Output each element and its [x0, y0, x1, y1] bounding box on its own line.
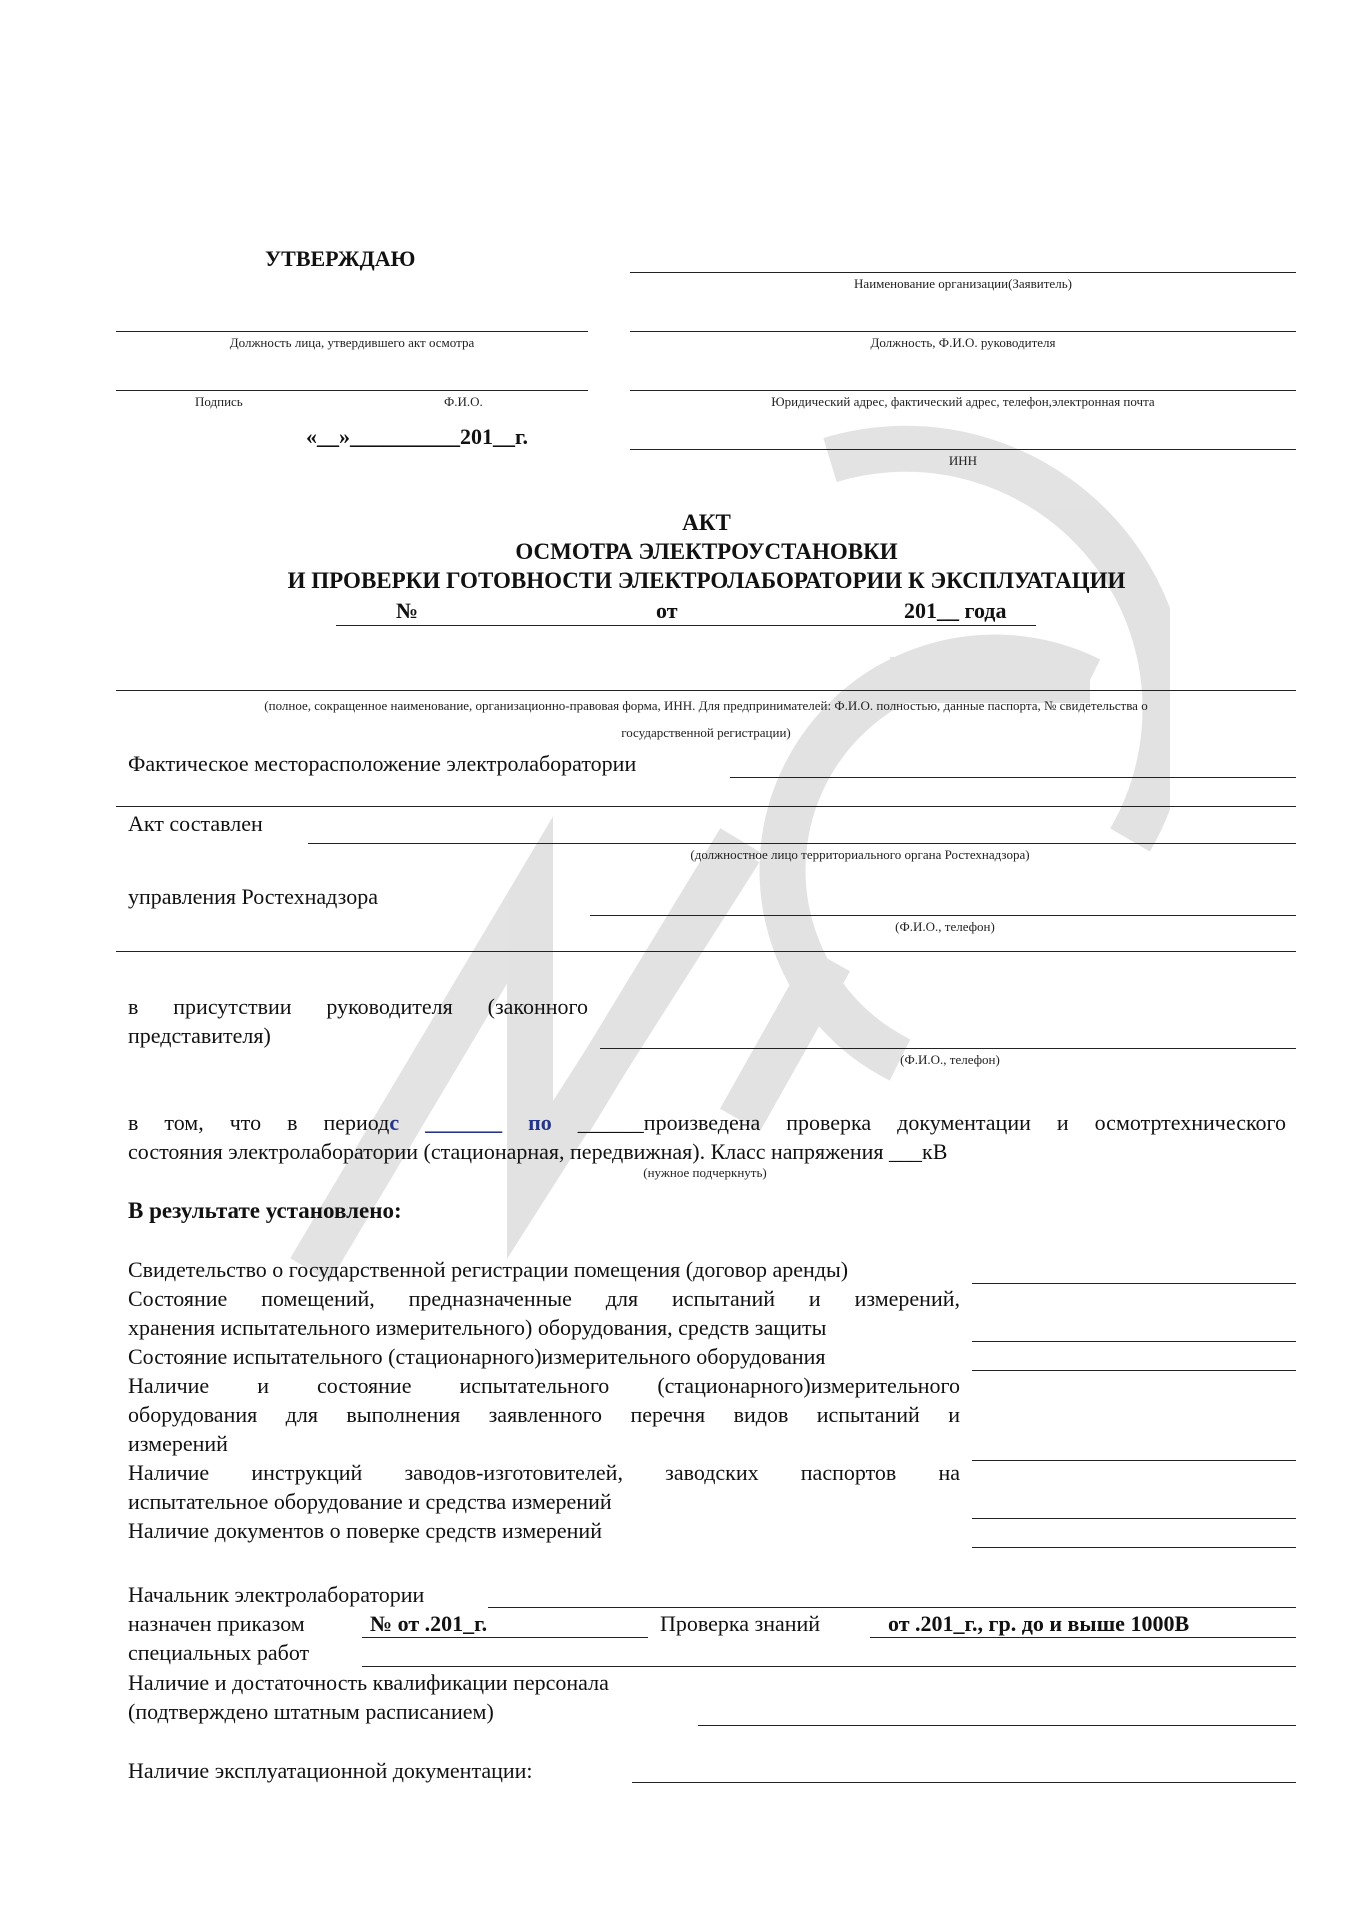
signature-line: [116, 390, 588, 391]
period-to-blank: ______: [551, 1110, 644, 1135]
docs-label: Наличие эксплуатационной документации:: [128, 1758, 533, 1783]
rtn-label: управления Ростехнадзора: [128, 884, 378, 909]
act-composed-label: Акт составлен: [128, 811, 263, 836]
inn-line: [630, 449, 1296, 450]
period-line2: состояния электролаборатории (стационарная, передвижная). Класс напряжения ___кВ: [128, 1139, 948, 1164]
approve-date: «__»__________201__г.: [306, 424, 529, 449]
result-title: В результате установлено:: [128, 1198, 402, 1223]
period-from: с _______: [389, 1110, 503, 1135]
qualification-line2: (подтверждено штатным расписанием): [128, 1699, 494, 1724]
special-works-line: [362, 1666, 1296, 1667]
knowledge-check-value: от .201_г., гр. до и выше 1000В: [888, 1611, 1190, 1636]
org-name-line: [630, 272, 1296, 273]
result-item: Наличие документов о поверке средств измерений: [128, 1518, 602, 1543]
watermark-letter-n2: [740, 960, 830, 1120]
head-caption: Должность, Ф.И.О. руководителя: [870, 335, 1056, 350]
result-item: Состояние помещений, предназначенные для испытаний и измерений,: [128, 1286, 960, 1311]
knowledge-check-line: [870, 1637, 1296, 1638]
result-item: Наличие инструкций заводов-изготовителей, заводских паспортов на: [128, 1460, 960, 1485]
qualification-line1: Наличие и достаточность квалификации персонала: [128, 1670, 609, 1695]
qualification-line: [698, 1725, 1296, 1726]
org-description-line: [116, 690, 1296, 691]
act-composed-line: [308, 843, 1296, 844]
heading-number-line: [336, 625, 1036, 626]
org-description-caption-line2: государственной регистрации): [621, 725, 791, 740]
location-line: [730, 777, 1296, 778]
heading-year: 201__ года: [904, 598, 1007, 623]
official-caption: (должностное лицо территориального органа Ростехнадзора): [690, 847, 1030, 862]
presence-line2: представителя): [128, 1023, 271, 1048]
result-line: [972, 1518, 1296, 1519]
result-line: [972, 1547, 1296, 1548]
fio-phone-caption: (Ф.И.О., телефон): [895, 919, 995, 934]
rtn-line: [590, 915, 1296, 916]
watermark-letter-n1: [570, 840, 740, 1120]
docs-line: [632, 1782, 1296, 1783]
period-text-2: произведена проверка документации и осмотртехнического: [643, 1110, 1287, 1135]
signature-caption: Подпись: [195, 394, 243, 409]
result-item: Состояние испытательного (стационарного)измерительного оборудования: [128, 1344, 826, 1369]
result-item: оборудования для выполнения заявленного перечня видов испытаний и: [128, 1402, 960, 1427]
result-item: Наличие и состояние испытательного (стационарного)измерительного: [128, 1373, 960, 1398]
presence-line: [600, 1048, 1296, 1049]
rtn-line-2: [116, 951, 1296, 952]
special-works-label: специальных работ: [128, 1640, 310, 1665]
act-heading-line1: АКТ: [682, 510, 731, 535]
inn-caption: ИНН: [948, 453, 978, 468]
results-list: [128, 1255, 960, 1545]
result-line: [972, 1283, 1296, 1284]
location-line-2: [116, 806, 1296, 807]
heading-number-sign: №: [396, 598, 419, 623]
result-item: измерений: [128, 1431, 228, 1456]
result-line: [972, 1370, 1296, 1371]
fio-caption: Ф.И.О.: [444, 394, 483, 409]
address-line: [630, 390, 1296, 391]
approve-title: УТВЕРЖДАЮ: [265, 246, 416, 271]
org-description-caption-line1: (полное, сокращенное наименование, организационно-правовая форма, ИНН. Для предпринимателей: Ф.И.О. полностью, данные паспорта, № свидетельства о: [264, 698, 1148, 713]
position-caption: Должность лица, утвердившего акт осмотра: [229, 335, 475, 350]
act-heading-line3: И ПРОВЕРКИ ГОТОВНОСТИ ЭЛЕКТРОЛАБОРАТОРИИ К ЭКСПЛУАТАЦИИ: [287, 568, 1126, 593]
knowledge-check-label: Проверка знаний: [660, 1611, 821, 1636]
period-to: по: [528, 1110, 552, 1135]
location-label: Фактическое месторасположение электролаборатории: [128, 751, 637, 776]
presence-line1: в присутствии руководителя (законного: [128, 994, 588, 1019]
address-caption: Юридический адрес, фактический адрес, телефон,электронная почта: [771, 394, 1155, 409]
appointed-label: назначен приказом: [128, 1611, 305, 1636]
chief-label: Начальник электролаборатории: [128, 1582, 425, 1607]
period-text-1: в том, что в период: [128, 1110, 390, 1135]
result-line: [972, 1341, 1296, 1342]
chief-line: [488, 1607, 1296, 1608]
head-line: [630, 331, 1296, 332]
result-item: испытательное оборудование и средства измерений: [128, 1489, 612, 1514]
order-line: [362, 1637, 648, 1638]
period-caption: (нужное подчеркнуть): [643, 1165, 767, 1180]
org-name-caption: Наименование организации(Заявитель): [854, 276, 1072, 291]
result-line: [972, 1460, 1296, 1461]
heading-from: от: [656, 598, 678, 623]
period-line1: [128, 1108, 1286, 1137]
fio-phone-caption-2: (Ф.И.О., телефон): [900, 1052, 1000, 1067]
result-item: Свидетельство о государственной регистрации помещения (договор аренды): [128, 1257, 849, 1282]
position-line: [116, 331, 588, 332]
result-item: хранения испытательного измерительного) оборудования, средств защиты: [128, 1315, 827, 1340]
act-heading-line2: ОСМОТРА ЭЛЕКТРОУСТАНОВКИ: [515, 539, 898, 564]
order-value: № от .201_г.: [370, 1611, 488, 1636]
